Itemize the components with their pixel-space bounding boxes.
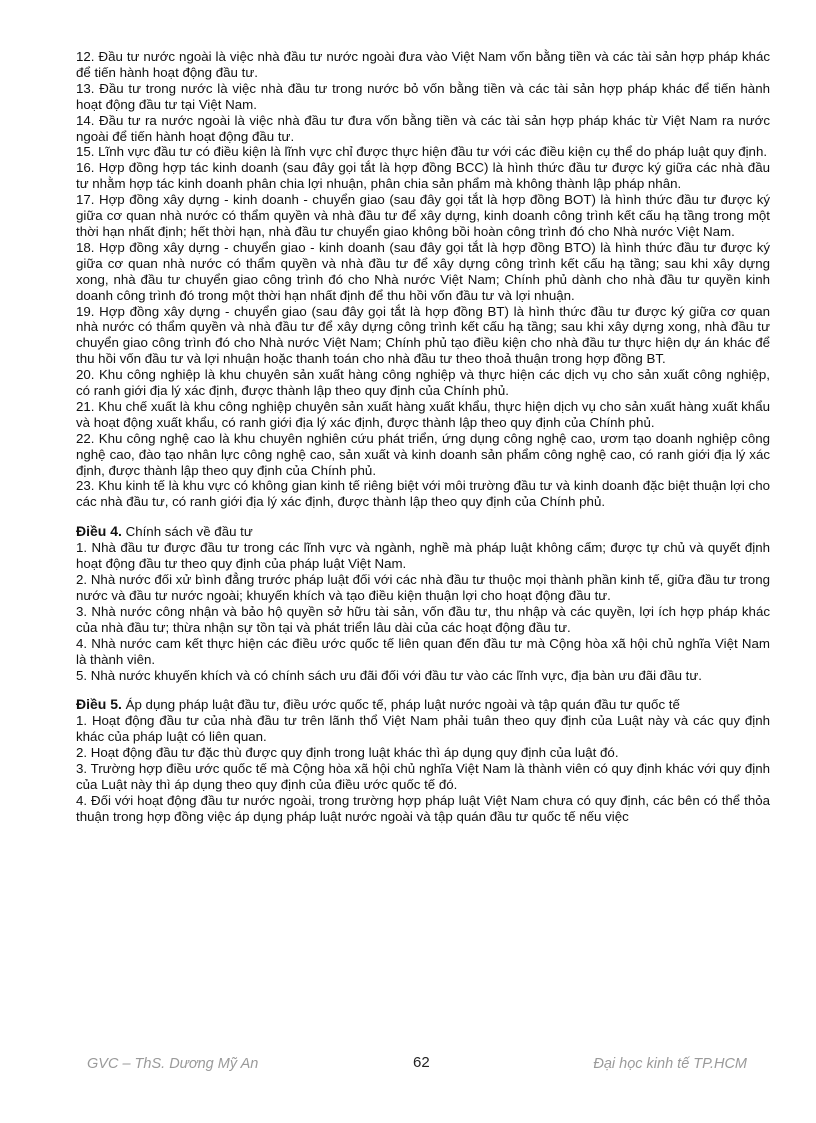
document-body: [76, 49, 770, 825]
article-4-item: 2. Nhà nước đối xử bình đẳng trước pháp luật đối với các nhà đầu tư thuộc mọi thành phần kinh tế, giữa đầu tư trong nước và đầu tư nước ngoài; khuyến khích và tạo điều kiện thuận lợi cho hoạt động đầu tư.: [76, 572, 770, 603]
definition-item: 17. Hợp đồng xây dựng - kinh doanh - chuyển giao (sau đây gọi tắt là hợp đồng BOT) là hình thức đầu tư được ký giữa cơ quan nhà nước có thẩm quyền và nhà đầu tư để xây dựng, kinh doanh công trình kết cấu hạ tầng trong một thời hạn nhất định; hết thời hạn, nhà đầu tư chuyển giao không bồi hoàn công trình đó cho Nhà nước Việt Nam.: [76, 192, 770, 239]
definition-item: 12. Đầu tư nước ngoài là việc nhà đầu tư nước ngoài đưa vào Việt Nam vốn bằng tiền và các tài sản hợp pháp khác để tiến hành hoạt động đầu tư.: [76, 49, 770, 80]
definition-item: 19. Hợp đồng xây dựng - chuyển giao (sau đây gọi tắt là hợp đồng BT) là hình thức đầu tư được ký giữa cơ quan nhà nước có thẩm quyền và nhà đầu tư để xây dựng công trình kết cấu hạ tầng; sau khi xây dựng xong, nhà đầu tư chuyển giao công trình đó cho Nhà nước Việt Nam; Chính phủ tạo điều kiện cho nhà đầu tư thực hiện dự án khác để thu hồi vốn đầu tư và lợi nhuận hoặc thanh toán cho nhà đầu tư theo thoả thuận trong hợp đồng BT.: [76, 303, 770, 367]
article-5-item: 4. Đối với hoạt động đầu tư nước ngoài, trong trường hợp pháp luật Việt Nam chưa có quy định, các bên có thể thỏa thuận trong hợp đồng việc áp dụng pháp luật nước ngoài và tập quán đầu tư quốc tế nếu việc: [76, 792, 770, 824]
article-5-title: Áp dụng pháp luật đầu tư, điều ước quốc tế, pháp luật nước ngoài và tập quán đầu tư quốc tế: [121, 697, 680, 713]
article-4-title: Chính sách về đầu tư: [121, 524, 253, 540]
definition-item: 23. Khu kinh tế là khu vực có không gian kinh tế riêng biệt với môi trường đầu tư và kinh doanh đặc biệt thuận lợi cho các nhà đầu tư, có ranh giới địa lý xác định, được thành lập theo quy định của Chính phủ.: [76, 478, 770, 510]
article-5-heading: [76, 696, 770, 713]
definition-item: 14. Đầu tư ra nước ngoài là việc nhà đầu tư đưa vốn bằng tiền và các tài sản hợp pháp khác từ Việt Nam ra nước ngoài để tiến hành hoạt động đầu tư.: [76, 112, 770, 144]
definition-item: 16. Hợp đồng hợp tác kinh doanh (sau đây gọi tắt là hợp đồng BCC) là hình thức đầu tư được ký giữa các nhà đầu tư nhằm hợp tác kinh doanh phân chia lợi nhuận, phân chia sản phẩm mà không thành lập pháp nhân.: [76, 160, 770, 192]
definition-item: 13. Đầu tư trong nước là việc nhà đầu tư trong nước bỏ vốn bằng tiền và các tài sản hợp pháp khác để tiến hành hoạt động đầu tư tại Việt Nam.: [76, 80, 770, 112]
article-5-item: 3. Trường hợp điều ước quốc tế mà Cộng hòa xã hội chủ nghĩa Việt Nam là thành viên có quy định khác với quy định của Luật này thì áp dụng theo quy định của điều ước quốc tế đó.: [76, 761, 770, 793]
article-4-label: Điều 4.: [76, 523, 122, 540]
article-5: [76, 696, 770, 824]
article-4-heading: [76, 523, 770, 540]
article-4-item: 4. Nhà nước cam kết thực hiện các điều ước quốc tế liên quan đến đầu tư mà Cộng hòa xã hội chủ nghĩa Việt Nam là thành viên.: [76, 635, 770, 667]
footer-author: GVC – ThS. Dương Mỹ An: [87, 1056, 259, 1072]
definition-item: 18. Hợp đồng xây dựng - chuyển giao - kinh doanh (sau đây gọi tắt là hợp đồng BTO) là hình thức đầu tư được ký giữa cơ quan nhà nước có thẩm quyền và nhà đầu tư để xây dựng công trình kết cấu hạ tầng; sau khi xây dựng xong, nhà đầu tư chuyển giao công trình đó cho Nhà nước Việt Nam; Chính phủ dành cho nhà đầu tư quyền kinh doanh công trình đó trong một thời hạn nhất định để thu hồi vốn đầu tư và lợi nhuận.: [76, 239, 770, 303]
footer-institution: Đại học kinh tế TP.HCM: [593, 1056, 747, 1072]
article-4-item: 3. Nhà nước công nhận và bảo hộ quyền sở hữu tài sản, vốn đầu tư, thu nhập và các quyền, lợi ích hợp pháp khác của nhà đầu tư; thừa nhận sự tồn tại và phát triển lâu dài của các hoạt động đầu tư.: [76, 603, 770, 635]
article-4-item: 1. Nhà đầu tư được đầu tư trong các lĩnh vực và ngành, nghề mà pháp luật không cấm; được tự chủ và quyết định hoạt động đầu tư theo quy định của pháp luật Việt Nam.: [76, 540, 770, 572]
article-4-item: 5. Nhà nước khuyến khích và có chính sách ưu đãi đối với đầu tư vào các lĩnh vực, địa bàn ưu đãi đầu tư.: [76, 667, 702, 683]
article-5-item: 2. Hoạt động đầu tư đặc thù được quy định trong luật khác thì áp dụng quy định của luật đó.: [76, 745, 619, 761]
definition-item: 22. Khu công nghệ cao là khu chuyên nghiên cứu phát triển, ứng dụng công nghệ cao, ươm tạo doanh nghiệp công nghệ cao, đào tạo nhân lực công nghệ cao, sản xuất và kinh doanh sản phẩm công nghệ cao, có ranh giới địa lý xác định, được thành lập theo quy định của Chính phủ.: [76, 430, 770, 478]
definition-item: 21. Khu chế xuất là khu công nghiệp chuyên sản xuất hàng xuất khẩu, thực hiện dịch vụ cho sản xuất hàng xuất khẩu và hoạt động xuất khẩu, có ranh giới địa lý xác định, được thành lập theo quy định của Chính phủ.: [76, 398, 770, 430]
definition-item: 15. Lĩnh vực đầu tư có điều kiện là lĩnh vực chỉ được thực hiện đầu tư với các điều kiện cụ thể do pháp luật quy định.: [76, 144, 768, 160]
page-number: 62: [413, 1054, 430, 1071]
article-4: [76, 523, 770, 683]
definitions-list: [76, 49, 770, 510]
article-5-item: 1. Hoạt động đầu tư của nhà đầu tư trên lãnh thổ Việt Nam phải tuân theo quy định của Luật này và các quy định khác của pháp luật có liên quan.: [76, 713, 770, 745]
article-5-label: Điều 5.: [76, 696, 122, 713]
definition-item: 20. Khu công nghiệp là khu chuyên sản xuất hàng công nghiệp và thực hiện các dịch vụ cho sản xuất công nghiệp, có ranh giới địa lý xác định, được thành lập theo quy định của Chính phủ.: [76, 367, 770, 399]
